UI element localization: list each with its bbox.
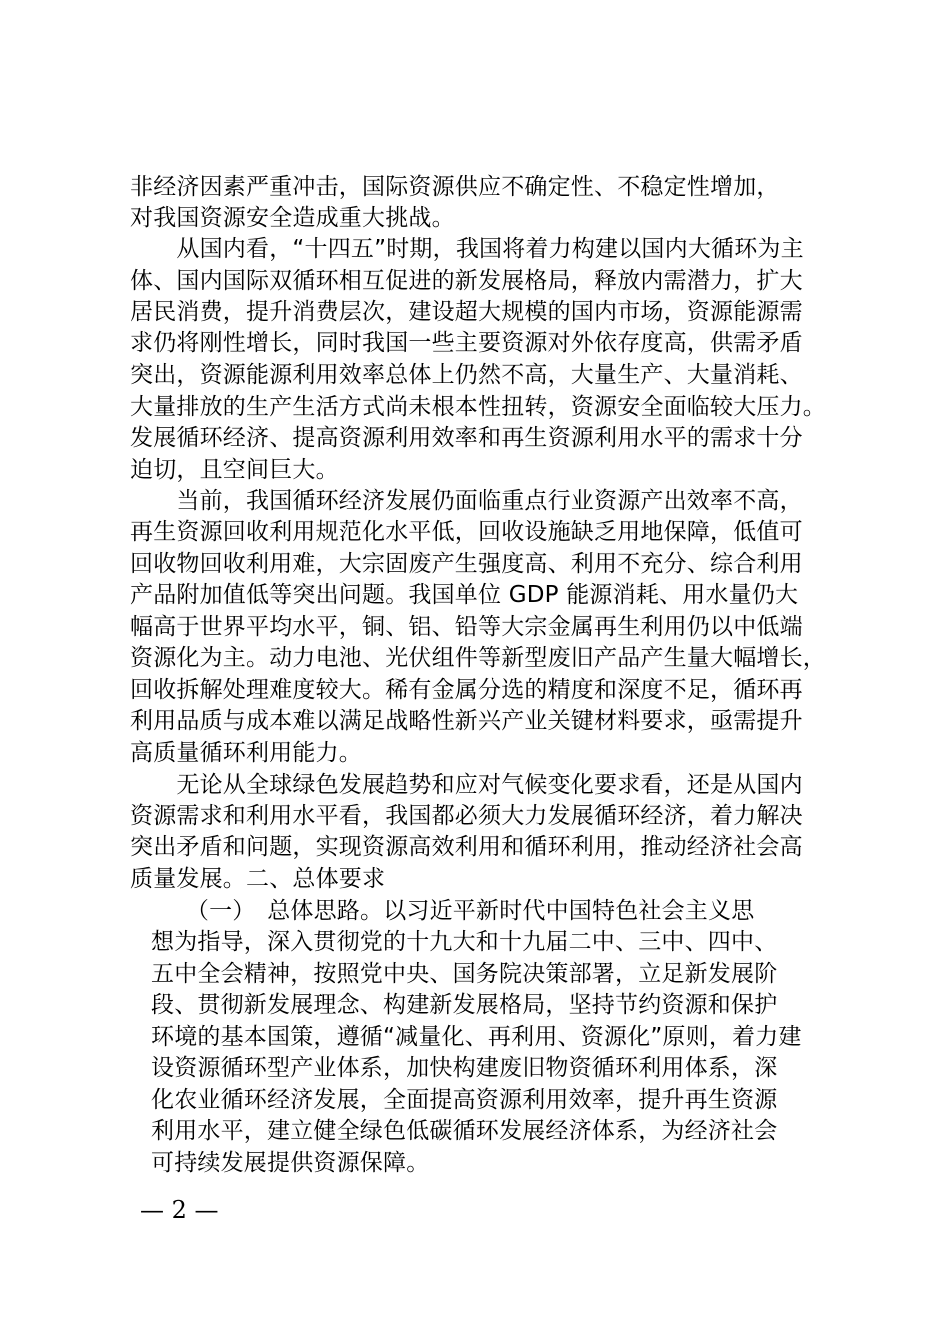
text-line: 大量排放的生产生活方式尚未根本性扭转，资源安全面临较大压力。 [130,394,826,420]
text-line: 非经济因素严重冲击，国际资源供应不确定性、不稳定性增加， [130,174,780,200]
text-line: 利用水平，建立健全绿色低碳循环发展经济体系，为经济社会 [151,1118,778,1144]
page-number: — 2 — [140,1196,219,1224]
text-line: 化农业循环经济发展，全面提高资源利用效率，提升再生资源 [151,1087,778,1113]
text-line: 环境的基本国策，遵循“减量化、再利用、资源化”原则，着力建 [151,1024,802,1050]
text-line: 质量发展。二、总体要求 [130,866,386,892]
text-line: 体、国内国际双循环相互促进的新发展格局，释放内需潜力，扩大 [130,268,803,294]
text-line: 从国内看，“十四五”时期，我国将着力构建以国内大循环为主 [130,236,804,262]
text-line: 段、贯彻新发展理念、构建新发展格局，坚持节约资源和保护 [151,992,778,1018]
text-line: 求仍将刚性增长，同时我国一些主要资源对外依存度高，供需矛盾 [130,330,803,356]
text-line: 产品附加值低等突出问题。我国单位 GDP 能源消耗、用水量仍大 [130,582,799,608]
text-line: 资源需求和利用水平看，我国都必须大力发展循环经济，着力解决 [130,803,803,829]
text-line: 居民消费，提升消费层次，建设超大规模的国内市场，资源能源需 [130,299,803,325]
text-line: 迫切，且空间巨大。 [130,457,339,483]
text-line: 再生资源回收利用规范化水平低，回收设施缺乏用地保障，低值可 [130,519,803,545]
text-line: 想为指导，深入贯彻党的十九大和十九届二中、三中、四中、 [151,929,778,955]
text-line: 利用品质与成本难以满足战略性新兴产业关键材料要求，亟需提升 [130,708,803,734]
text-line: 无论从全球绿色发展趋势和应对气候变化要求看，还是从国内 [130,772,803,798]
text-line: 回收物回收利用难，大宗固废产生强度高、利用不充分、综合利用 [130,551,803,577]
text-line: 突出矛盾和问题，实现资源高效利用和循环利用，推动经济社会高 [130,834,803,860]
text-line: 当前，我国循环经济发展仍面临重点行业资源产出效率不高， [130,488,803,514]
text-line: 幅高于世界平均水平，铜、铝、铅等大宗金属再生利用仍以中低端 [130,614,803,640]
text-line: 资源化为主。动力电池、光伏组件等新型废旧产品产生量大幅增长， [130,645,826,671]
text-line: 突出，资源能源利用效率总体上仍然不高，大量生产、大量消耗、 [130,362,803,388]
text-line: 五中全会精神，按照党中央、国务院决策部署，立足新发展阶 [151,961,778,987]
text-line: 可持续发展提供资源保障。 [151,1150,430,1176]
text-line: 发展循环经济、提高资源利用效率和再生资源利用水平的需求十分 [130,425,803,451]
text-line: 设资源循环型产业体系，加快构建废旧物资循环利用体系，深 [151,1055,778,1081]
text-line: 回收拆解处理难度较大。稀有金属分选的精度和深度不足，循环再 [130,677,803,703]
text-line: 对我国资源安全造成重大挑战。 [130,205,455,231]
text-line: （一） 总体思路。以习近平新时代中国特色社会主义思 [151,898,755,924]
text-line: 高质量循环利用能力。 [130,740,362,766]
